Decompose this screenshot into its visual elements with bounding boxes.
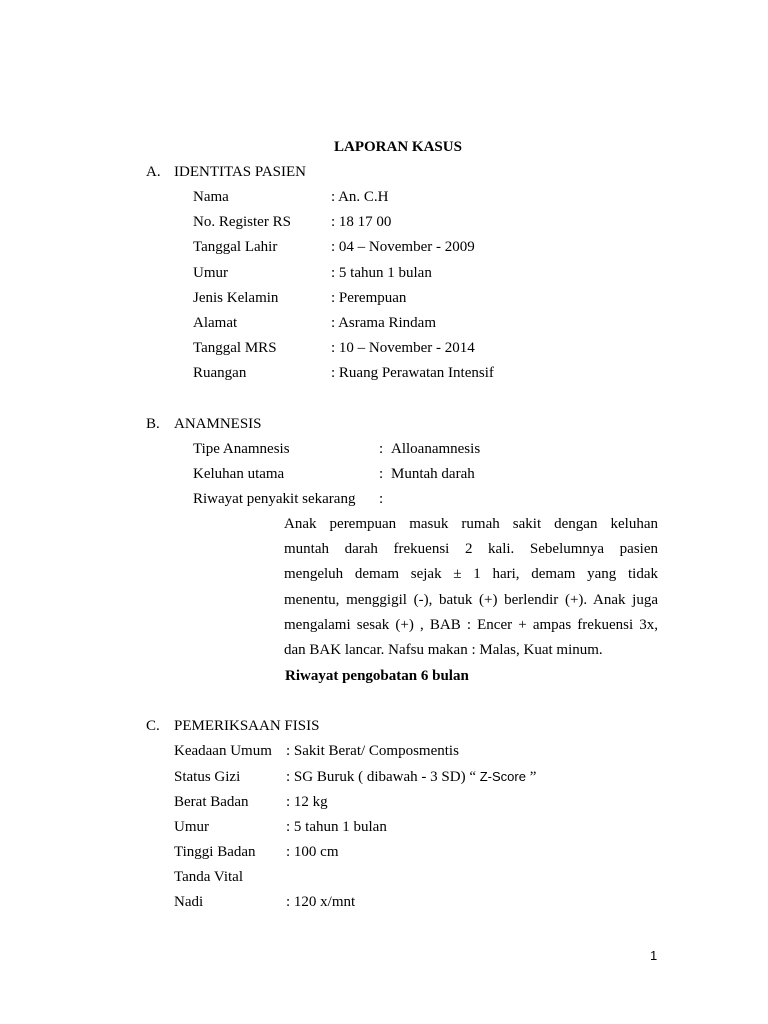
field-label-riwayat-penyakit: Riwayat penyakit sekarang [193,491,356,507]
field-label-tinggi-badan: Tinggi Badan [174,844,256,860]
paragraph-line: mengalami sesak (+) , BAB : Encer + ampas frekuensi 3x, [284,616,658,633]
history-paragraph [284,512,658,663]
field-value-berat-badan: : 12 kg [286,794,328,810]
field-value-tanggal-mrs: : 10 – November - 2014 [331,340,475,356]
field-value-umur-c: : 5 tahun 1 bulan [286,819,387,835]
field-label-tanda-vital: Tanda Vital [174,869,244,885]
section-c-heading: PEMERIKSAAN FISIS [174,718,320,734]
field-value-keadaan-umum: : Sakit Berat/ Composmentis [286,743,459,759]
field-colon-riwayat-penyakit: : [379,491,384,507]
field-value-ruangan: : Ruang Perawatan Intensif [331,365,494,381]
field-colon-keluhan-utama: : [379,466,384,482]
section-c-letter: C. [146,718,160,734]
status-gizi-suffix: ” [525,769,537,785]
document-title: LAPORAN KASUS [334,139,462,155]
paragraph-line: dan BAK lancar. Nafsu makan : Malas, Kuat minum. [284,641,603,658]
field-label-register: No. Register RS [193,214,291,230]
z-score-term: Z-Score [479,769,526,784]
paragraph-line: mengeluh demam sejak ± 1 hari, demam yang tidak [284,566,658,583]
field-label-tipe-anamnesis: Tipe Anamnesis [193,441,290,457]
field-label-berat-badan: Berat Badan [174,794,249,810]
page-number: 1 [650,948,658,963]
field-colon-tipe-anamnesis: : [379,441,384,457]
field-value-tinggi-badan: : 100 cm [286,844,339,860]
paragraph-line: Anak perempuan masuk rumah sakit dengan keluhan [284,516,658,532]
field-value-nama: : An. C.H [331,189,389,205]
section-b-letter: B. [146,416,160,432]
field-label-tanggal-lahir: Tanggal Lahir [193,239,278,255]
field-label-ruangan: Ruangan [193,365,247,381]
field-label-umur: Umur [193,265,228,281]
field-label-tanggal-mrs: Tanggal MRS [193,340,277,356]
paragraph-line: muntah darah frekuensi 2 kali. Sebelumnya pasien [284,541,658,558]
field-value-register: : 18 17 00 [331,214,392,230]
field-value-umur: : 5 tahun 1 bulan [331,265,432,281]
field-label-alamat: Alamat [193,315,238,331]
field-label-nadi: Nadi [174,894,204,910]
field-value-jenis-kelamin: : Perempuan [331,290,407,306]
field-label-nama: Nama [193,189,229,205]
field-value-nadi: : 120 x/mnt [286,894,356,910]
section-a-heading: IDENTITAS PASIEN [174,164,306,180]
field-value-tanggal-lahir: : 04 – November - 2009 [331,239,475,255]
field-label-keadaan-umum: Keadaan Umum [174,743,272,759]
field-label-keluhan-utama: Keluhan utama [193,466,285,482]
treatment-history-heading: Riwayat pengobatan 6 bulan [285,668,469,684]
field-value-status-gizi [286,768,536,786]
field-value-alamat: : Asrama Rindam [331,315,436,331]
section-b-heading: ANAMNESIS [174,416,262,432]
field-value-keluhan-utama: Muntah darah [391,466,475,482]
field-value-tipe-anamnesis: Alloanamnesis [391,441,481,457]
field-label-jenis-kelamin: Jenis Kelamin [193,290,279,306]
field-label-status-gizi: Status Gizi [174,769,241,785]
paragraph-line: menentu, menggigil (-), batuk (+) berlendir (+). Anak juga [284,591,658,608]
status-gizi-prefix: : SG Buruk ( dibawah - 3 SD) “ [286,769,480,785]
section-a-letter: A. [146,164,161,180]
field-label-umur-c: Umur [174,819,209,835]
